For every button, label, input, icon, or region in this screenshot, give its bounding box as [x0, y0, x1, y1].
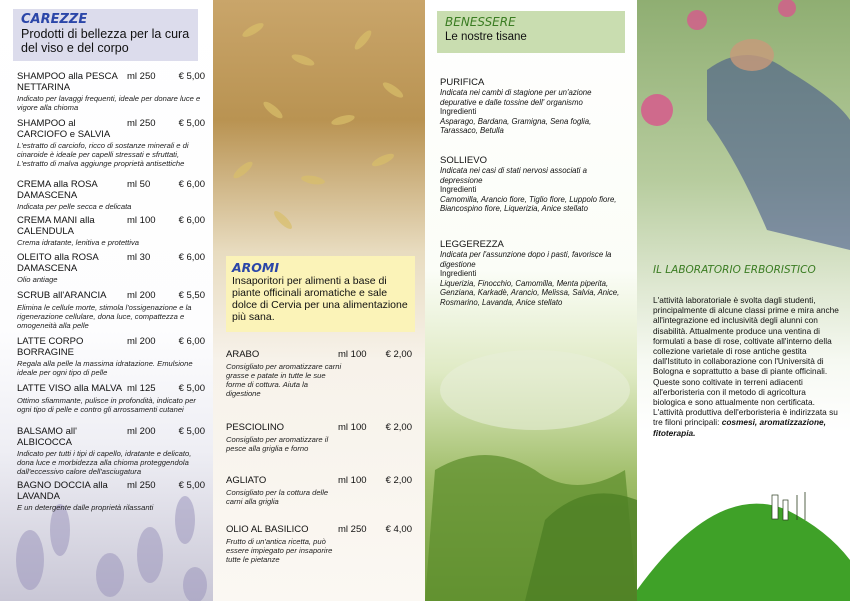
list-item	[17, 72, 209, 112]
item-desc: Ottimo sfiammante, pulisce in profondità, indicato per ogni tipo di pelle e contro gli arrossamenti cutanei	[17, 395, 196, 414]
tisana-name: SOLLIEVO	[440, 155, 487, 166]
item-qty: ml 100	[127, 215, 156, 226]
item-qty: ml 50	[127, 179, 151, 190]
item-name: LATTE CORPO BORRAGINE	[17, 336, 84, 358]
item-qty: ml 250	[127, 480, 156, 491]
item-qty: ml 200	[127, 290, 156, 301]
carezze-header	[13, 9, 198, 61]
item-name: LATTE VISO alla MALVA	[17, 383, 123, 394]
list-item	[17, 216, 209, 247]
list-item	[17, 427, 209, 476]
item-desc: Consigliato per la cottura delle carni alla griglia	[226, 487, 329, 506]
list-item	[226, 525, 412, 564]
item-desc: Indicato per tutti i tipi di capello, idratante e delicato, dona luce e morbidezza alla chioma proteggendola dall'eccessivo calore dell'asciugatura	[17, 449, 192, 476]
item-qty: ml 250	[338, 524, 367, 535]
item-desc: Indicata per pelle secca e delicata	[17, 202, 132, 211]
laboratorio-filoni: cosmesi, aromatizzazione, fitoterapia.	[653, 417, 826, 438]
item-qty: ml 30	[127, 252, 151, 263]
item-qty: ml 250	[127, 71, 156, 82]
item-qty: ml 100	[338, 349, 367, 360]
ingredients-label: Ingredienti	[440, 185, 477, 195]
item-qty: ml 125	[127, 383, 156, 394]
item-price: € 5,00	[178, 383, 205, 394]
item-name: SCRUB all'ARANCIA	[17, 290, 107, 301]
item-desc: Regala alla pelle la massima idratazione. Emulsione ideale per ogni tipo di pelle	[17, 359, 193, 377]
list-item	[17, 180, 209, 211]
item-desc: L'estratto di carciofo, ricco di sostanze minerali e di cinaroide è ideale per capelli stressati e sfruttati, L'estratto di malva aggiunge proprietà antisettiche	[17, 141, 189, 168]
item-name: ARABO	[226, 349, 260, 360]
item-qty: ml 200	[127, 426, 156, 437]
benessere-title: BENESSERE	[445, 15, 516, 29]
item-desc: Consigliato per aromatizzare il pesce alla griglia e forno	[226, 434, 329, 453]
item-name: BAGNO DOCCIA alla LAVANDA	[17, 480, 108, 502]
item-desc: Frutto di un'antica ricetta, può essere impiegato per insaporire tutte le pietanze	[226, 536, 333, 564]
tisana-desc: Indicata nei casi di stati nervosi associati a depressione	[440, 166, 587, 185]
list-item	[17, 119, 209, 168]
item-price: € 5,00	[178, 71, 205, 82]
item-desc: Consigliato per aromatizzare carni grasse e patate in tutte le sue forme di cottura. Aiuta la digestione	[226, 361, 342, 398]
list-item	[17, 384, 209, 414]
tisana-desc: Indicata per l'assunzione dopo i pasti, favorisce la digestione	[440, 250, 612, 269]
item-name: OLIO AL BASILICO	[226, 524, 309, 535]
item-name: CREMA alla ROSA DAMASCENA	[17, 179, 98, 201]
item-price: € 6,00	[178, 252, 205, 263]
item-desc: Olio antiage	[17, 275, 58, 284]
item-desc: Crema idratante, lenitiva e protettiva	[17, 238, 139, 247]
item-name: OLEITO alla ROSA DAMASCENA	[17, 252, 99, 274]
tisana-ingredients: Asparago, Bardana, Gramigna, Sena foglia, Tarassaco, Betulla	[440, 116, 592, 136]
laboratorio-body: L'attività laboratoriale è svolta dagli studenti, principalmente di alcune classi prime e mira anche all'integrazione ed inclusività degli alunni con disabilità. Attualmente produce una ventina di formulati a base di rose, coltivate all'interno della collezione varietale di rose antiche gestita dall'Istituto in collaborazione con l'Università di Bologna e soprattutto a base di piante officinali. Queste sono coltivate in terreni adiacenti all'erboristeria con il metodo di agricoltura biologica e sono attualmente non certificata. L'attività produttiva dell'erboristeria è indirizzata su tre filoni principali:	[653, 295, 839, 428]
item-qty: ml 100	[338, 422, 367, 433]
item-price: € 5,50	[178, 290, 205, 301]
tisana-ingredients: Liquerizia, Finocchio, Camomilla, Menta piperita, Genziana, Karkadè, Arancio, Melissa, Salvia, Anice, Rosmarino, Lavanda, Anice stellato	[440, 278, 620, 307]
tisana-ingredients: Camomilla, Arancio fiore, Tiglio fiore, Luppolo fiore, Biancospino fiore, Liquerizia, Anice stellato	[440, 194, 617, 214]
aromi-subtitle: Insaporitori per alimenti a base di piante officinali aromatiche e sale dolce di Cervia per una alimentazione più sana.	[232, 275, 408, 323]
aromi-header	[226, 256, 415, 332]
list-item	[226, 423, 412, 453]
ingredients-label: Ingredienti	[440, 107, 477, 117]
list-item	[440, 77, 630, 136]
item-qty: ml 200	[127, 336, 156, 347]
item-desc: Indicato per lavaggi frequenti, ideale per donare luce e vigore alla chioma	[17, 94, 201, 112]
item-price: € 2,00	[385, 475, 412, 486]
item-qty: ml 100	[338, 475, 367, 486]
laboratorio-title: IL LABORATORIO ERBORISTICO	[653, 264, 816, 276]
carezze-title: CAREZZE	[21, 12, 88, 27]
list-item	[226, 350, 412, 398]
list-item	[17, 253, 209, 284]
item-price: € 6,00	[178, 179, 205, 190]
item-name: SHAMPOO alla PESCA NETTARINA	[17, 71, 118, 93]
carezze-subtitle: Prodotti di bellezza per la cura del viso e del corpo	[21, 27, 190, 55]
benessere-header	[437, 11, 625, 53]
item-name: BALSAMO all' ALBICOCCA	[17, 426, 77, 448]
item-price: € 6,00	[178, 336, 205, 347]
fennel-seeds-photo	[213, 0, 425, 260]
ingredients-label: Ingredienti	[440, 269, 477, 279]
item-price: € 5,00	[178, 118, 205, 129]
benessere-subtitle: Le nostre tisane	[445, 31, 527, 43]
list-item	[440, 239, 630, 308]
item-price: € 5,00	[178, 426, 205, 437]
item-price: € 5,00	[178, 480, 205, 491]
item-price: € 6,00	[178, 215, 205, 226]
list-item	[440, 155, 630, 214]
list-item	[17, 481, 209, 512]
item-qty: ml 250	[127, 118, 156, 129]
item-price: € 2,00	[385, 422, 412, 433]
tisana-desc: Indicata nei cambi di stagione per un'azione depurative e dalle tossine dell' organismo	[440, 88, 592, 107]
hill-logo	[637, 504, 850, 601]
item-name: AGLIATO	[226, 475, 267, 486]
list-item	[17, 337, 209, 377]
list-item	[17, 291, 209, 330]
tisana-name: LEGGEREZZA	[440, 239, 504, 250]
laboratorio-text	[653, 295, 839, 438]
item-price: € 4,00	[385, 524, 412, 535]
item-name: PESCIOLINO	[226, 422, 285, 433]
list-item	[226, 476, 412, 506]
tisana-name: PURIFICA	[440, 77, 485, 88]
item-name: CREMA MANI alla CALENDULA	[17, 215, 95, 237]
item-price: € 2,00	[385, 349, 412, 360]
aromi-title: AROMI	[232, 260, 280, 275]
item-name: SHAMPOO al CARCIOFO e SALVIA	[17, 118, 111, 140]
item-desc: E un detergente dalle proprietà rilassanti	[17, 503, 154, 512]
item-desc: Elimina le cellule morte, stimola l'ossigenazione e la rigenerazione cellulare, dona luce, compattezza e omogeneità alla pelle	[17, 302, 192, 330]
